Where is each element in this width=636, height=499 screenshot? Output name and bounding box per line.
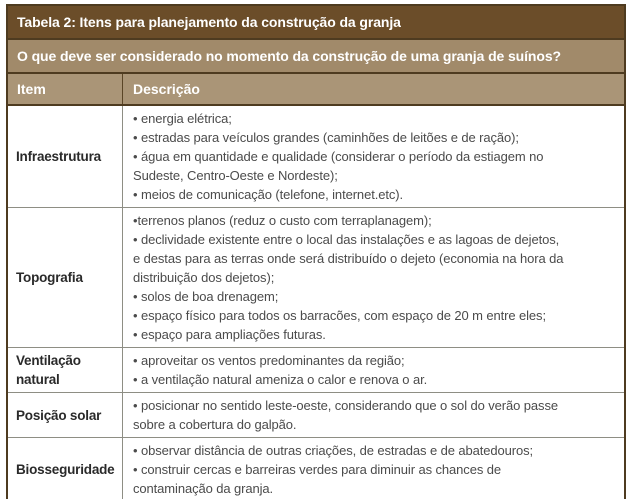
table-row [8,347,624,392]
description-line: • construir cercas e barreiras verdes para diminuir as chances de [133,462,501,477]
table-body [8,104,624,499]
table-row [8,437,624,499]
item-cell [8,348,123,392]
description-line: sobre a cobertura do galpão. [133,417,297,432]
description-cell [123,106,624,207]
item-label: Topografia [16,270,83,285]
column-header-description: Descrição [133,81,200,97]
description-line: • água em quantidade e qualidade (considerar o período da estiagem no [133,149,544,164]
description-line: • solos de boa drenagem; [133,289,279,304]
description-line: • meios de comunicação (telefone, internet.etc). [133,187,404,202]
description-line: •terrenos planos (reduz o custo com terraplanagem); [133,213,432,228]
item-label: Biosseguridade [16,462,115,477]
description-line: • aproveitar os ventos predominantes da região; [133,353,405,368]
description-line: • espaço físico para todos os barracões, com espaço de 20 m entre eles; [133,308,546,323]
description-line: • observar distância de outras criações, de estradas e de abatedouros; [133,443,534,458]
item-label: Ventilação natural [16,353,81,387]
column-header-item: Item [8,74,123,104]
table-row [8,392,624,437]
item-cell [8,438,123,499]
description-cell [123,438,624,499]
table-row [8,207,624,347]
description-cell [123,393,624,437]
description-line: • declividade existente entre o local das instalações e as lagoas de dejetos, [133,232,560,247]
description-cell [123,208,624,347]
description-line: contaminação da granja. [133,481,274,496]
table-title-bar: Tabela 2: Itens para planejamento da construção da granja [8,6,624,38]
table-row [8,104,624,207]
item-cell [8,106,123,207]
item-cell [8,393,123,437]
description-line: • espaço para ampliações futuras. [133,327,326,342]
planning-table [6,4,626,499]
description-line: • estradas para veículos grandes (caminhões de leitões e de ração); [133,130,519,145]
description-cell [123,348,624,392]
description-line: • posicionar no sentido leste-oeste, considerando que o sol do verão passe [133,398,558,413]
table-question-bar: O que deve ser considerado no momento da construção de uma granja de suínos? [8,38,624,72]
description-line: • a ventilação natural ameniza o calor e renova o ar. [133,372,428,387]
column-header-row [8,72,624,104]
item-cell [8,208,123,347]
description-line: e destas para as terras onde será distribuído o dejeto (economia na hora da [133,251,564,266]
description-line: Sudeste, Centro-Oeste e Nordeste); [133,168,338,183]
item-label: Posição solar [16,407,102,423]
description-line: • energia elétrica; [133,111,232,126]
description-line: distribuição dos dejetos); [133,270,275,285]
item-label: Infraestrutura [16,149,101,164]
